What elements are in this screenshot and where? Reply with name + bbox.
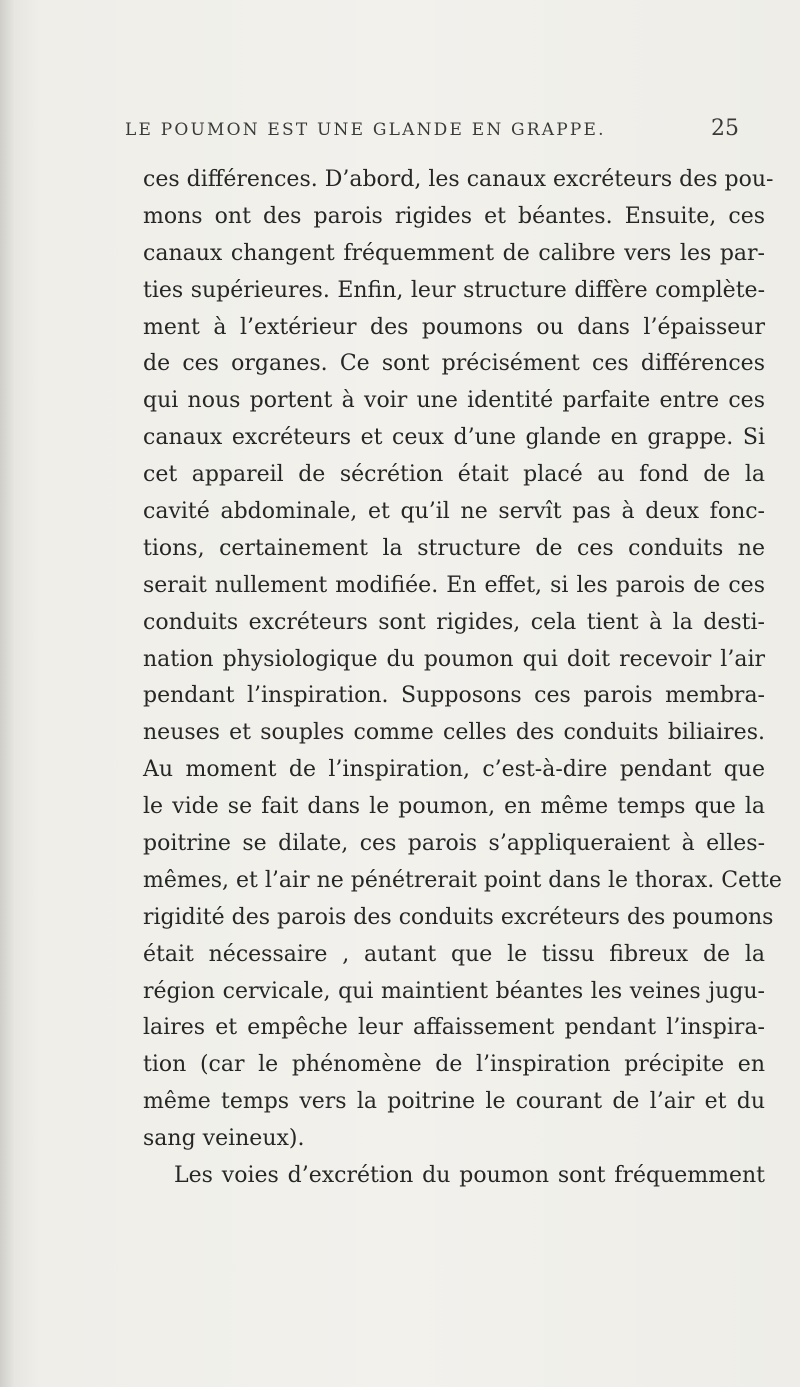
text-line: cavité abdominale, et qu’il ne servît pas à deux fonc- — [143, 499, 765, 525]
text-line: nation physiologique du poumon qui doit recevoir l’air — [143, 646, 765, 672]
page-number: 25 — [711, 116, 739, 141]
page-header — [125, 116, 739, 150]
text-line: Au moment de l’inspiration, c’est-à-dire pendant que — [143, 757, 765, 783]
page-gutter-shadow — [0, 0, 14, 1387]
text-line: pendant l’inspiration. Supposons ces parois membra- — [143, 683, 765, 709]
text-line: même temps vers la poitrine le courant de l’air et du — [143, 1089, 765, 1115]
text-line: le vide se fait dans le poumon, en même temps que la — [143, 794, 765, 820]
text-line: conduits excréteurs sont rigides, cela tient à la desti- — [143, 609, 765, 635]
text-line: canaux excréteurs et ceux d’une glande en grappe. Si — [143, 425, 765, 451]
text-line: mêmes, et l’air ne pénétrerait point dans le thorax. Cette — [143, 867, 782, 893]
text-line: de ces organes. Ce sont précisément ces différences — [143, 351, 765, 377]
text-line: ces différences. D’abord, les canaux excréteurs des pou- — [143, 167, 774, 192]
text-line: région cervicale, qui maintient béantes les veines jugu- — [143, 978, 765, 1004]
text-line: laires et empêche leur affaissement pendant l’inspira- — [143, 1015, 765, 1041]
text-line: poitrine se dilate, ces parois s’appliqueraient à elles- — [143, 831, 765, 857]
text-line: qui nous portent à voir une identité parfaite entre ces — [143, 388, 765, 414]
text-line: neuses et souples comme celles des conduits biliaires. — [143, 720, 765, 746]
text-line-paragraph-start: Les voies d’excrétion du poumon sont fréquemment — [174, 1163, 765, 1189]
text-line: canaux changent fréquemment de calibre vers les par- — [143, 240, 765, 266]
text-line: ties supérieures. Enfin, leur structure diffère complète- — [143, 277, 765, 303]
text-line: tions, certainement la structure de ces conduits ne — [143, 535, 765, 561]
text-line: rigidité des parois des conduits excréteurs des poumons — [143, 904, 774, 930]
text-line: sang veineux). — [143, 1126, 305, 1152]
running-title: LE POUMON EST UNE GLANDE EN GRAPPE. — [125, 120, 606, 140]
text-line: était nécessaire , autant que le tissu fibreux de la — [143, 941, 765, 967]
text-line: mons ont des parois rigides et béantes. Ensuite, ces — [143, 203, 765, 229]
body-text — [143, 162, 782, 1195]
text-line: cet appareil de sécrétion était placé au fond de la — [143, 462, 765, 488]
text-line: ment à l’extérieur des poumons ou dans l’épaisseur — [143, 314, 765, 340]
text-line: serait nullement modifiée. En effet, si les parois de ces — [143, 572, 765, 598]
text-line: tion (car le phénomène de l’inspiration précipite en — [143, 1052, 765, 1078]
